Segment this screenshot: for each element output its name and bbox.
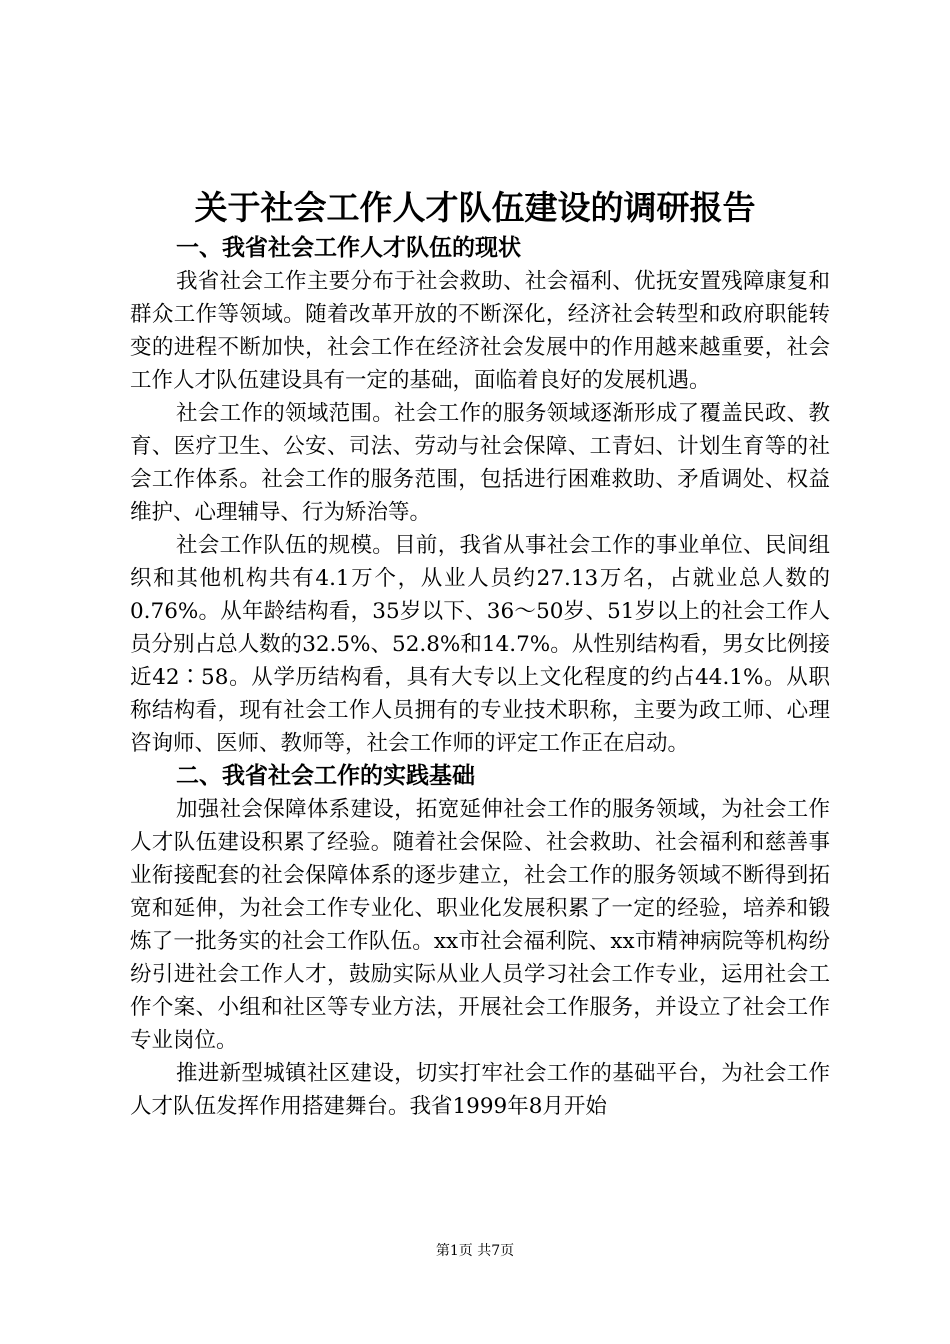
paragraph: 社会工作队伍的规模。目前，我省从事社会工作的事业单位、民间组织和其他机构共有4.1万个，从业人员约27.13万名，占就业总人数的0.76%。从年龄结构看，35岁以下、36～50岁、51岁以上的社会工作人员分别占总人数的32.5%、52.8%和14.7%。从性别结构看，男女比例接近42∶58。从学历结构看，具有大专以上文化程度的约占44.1%。从职称结构看，现有社会工作人员拥有的专业技术职称，主要为政工师、心理咨询师、医师、教师等，社会工作师的评定工作正在启动。: [130, 533, 830, 756]
paragraph: 推进新型城镇社区建设，切实打牢社会工作的基础平台，为社会工作人才队伍发挥作用搭建舞台。我省1999年8月开始: [130, 1061, 830, 1119]
section-heading: 二、我省社会工作的实践基础: [176, 763, 475, 789]
document-body: [130, 232, 830, 1123]
paragraph: 社会工作的领域范围。社会工作的服务领域逐渐形成了覆盖民政、教育、医疗卫生、公安、司法、劳动与社会保障、工青妇、计划生育等的社会工作体系。社会工作的服务范围，包括进行困难救助、矛盾调处、权益维护、心理辅导、行为矫治等。: [130, 401, 830, 525]
paragraph: 我省社会工作主要分布于社会救助、社会福利、优抚安置残障康复和群众工作等领域。随着改革开放的不断深化，经济社会转型和政府职能转变的进程不断加快，社会工作在经济社会发展中的作用越来越重要，社会工作人才队伍建设具有一定的基础，面临着良好的发展机遇。: [130, 269, 830, 393]
paragraph: 加强社会保障体系建设，拓宽延伸社会工作的服务领域，为社会工作人才队伍建设积累了经验。随着社会保险、社会救助、社会福利和慈善事业衔接配套的社会保障体系的逐步建立，社会工作的服务领域不断得到拓宽和延伸，为社会工作专业化、职业化发展积累了一定的经验，培养和锻炼了一批务实的社会工作队伍。xx市社会福利院、xx市精神病院等机构纷纷引进社会工作人才，鼓励实际从业人员学习社会工作专业，运用社会工作个案、小组和社区等专业方法，开展社会工作服务，并设立了社会工作专业岗位。: [130, 797, 830, 1053]
section-heading: 一、我省社会工作人才队伍的现状: [176, 235, 521, 261]
document-title: 关于社会工作人才队伍建设的调研报告: [194, 188, 756, 227]
page-footer: 第1页 共7页: [435, 1243, 515, 1259]
